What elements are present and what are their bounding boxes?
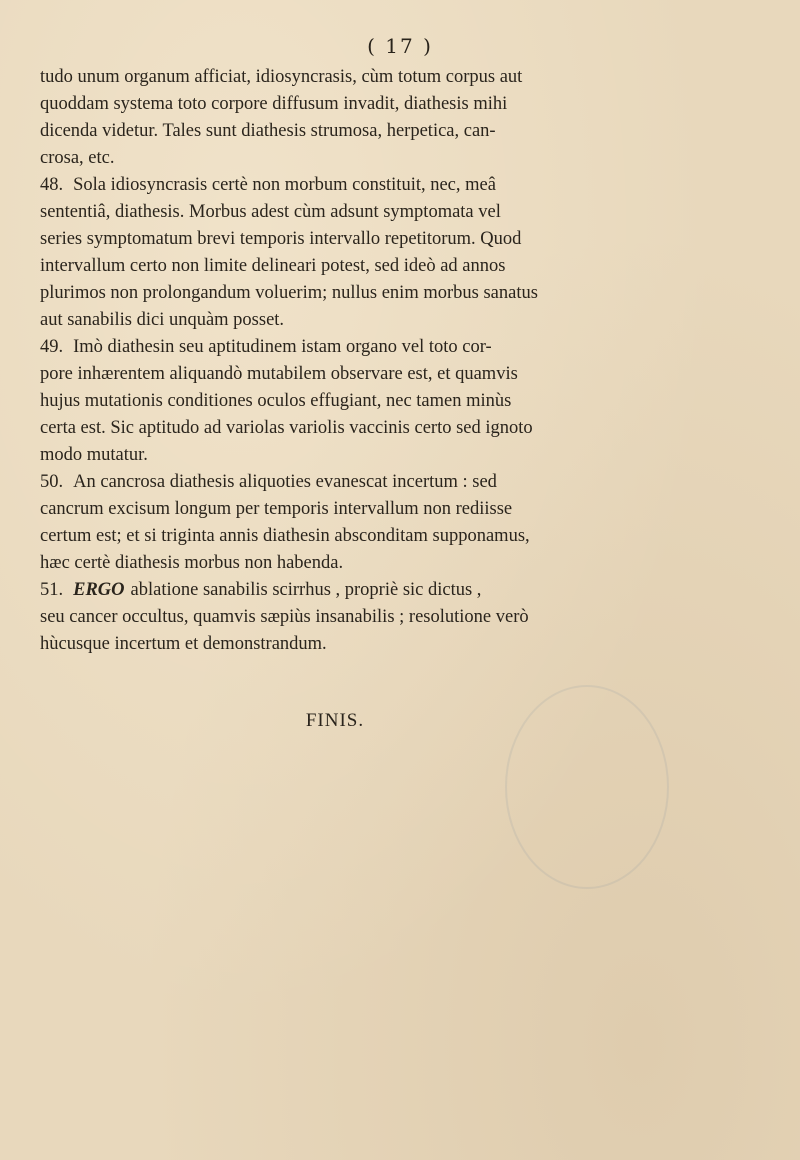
line-text: Imò diathesin seu aptitudinem istam organo vel toto cor- xyxy=(73,337,492,357)
text-line: quoddam systema toto corpore diffusum invadit, diathesis mihi xyxy=(40,94,508,114)
text-line: certum est; et si triginta annis diathesin absconditam supponamus, xyxy=(40,526,530,546)
text-line xyxy=(40,577,630,604)
line-text: ablatione sanabilis scirrhus , propriè sic dictus , xyxy=(130,580,482,600)
text-line: crosa, etc. xyxy=(40,148,115,168)
text-line: dicenda videtur. Tales sunt diathesis strumosa, herpetica, can- xyxy=(40,121,496,141)
paragraph-number: 51. xyxy=(40,580,64,600)
text-line: hæc certè diathesis morbus non habenda. xyxy=(40,553,344,573)
text-line xyxy=(40,172,630,199)
paragraph-number: 50. xyxy=(40,472,64,492)
finis-heading: FINIS. xyxy=(305,710,365,731)
text-line: series symptomatum brevi temporis intervallo repetitorum. Quod xyxy=(40,229,522,249)
paragraph-number: 48. xyxy=(40,175,64,195)
body-text xyxy=(40,64,630,658)
text-line: pore inhærentem aliquandò mutabilem observare est, et quamvis xyxy=(40,364,518,384)
text-line xyxy=(40,469,630,496)
paragraph-number: 49. xyxy=(40,337,64,357)
page-number: ( 17 ) xyxy=(367,34,433,58)
text-line: aut sanabilis dici unquàm posset. xyxy=(40,310,285,330)
text-line: intervallum certo non limite delineari potest, sed ideò ad annos xyxy=(40,256,506,276)
text-line: certa est. Sic aptitudo ad variolas variolis vaccinis certo sed ignoto xyxy=(40,418,533,438)
ergo-emphasis: ERGO xyxy=(73,580,125,600)
text-line xyxy=(40,334,630,361)
text-line: hùcusque incertum et demonstrandum. xyxy=(40,634,327,654)
text-line: seu cancer occultus, quamvis sæpiùs insanabilis ; resolutione verò xyxy=(40,607,529,627)
text-line: plurimos non prolongandum voluerim; nullus enim morbus sanatus xyxy=(40,283,538,303)
line-text: Sola idiosyncrasis certè non morbum constituit, nec, meâ xyxy=(73,175,496,195)
text-line: hujus mutationis conditiones oculos effugiant, nec tamen minùs xyxy=(40,391,512,411)
paragraph-49 xyxy=(40,334,630,469)
paragraph-51 xyxy=(40,577,630,658)
text-line: cancrum excisum longum per temporis intervallum non rediisse xyxy=(40,499,513,519)
paragraph-50 xyxy=(40,469,630,577)
text-line: tudo unum organum afficiat, idiosyncrasis, cùm totum corpus aut xyxy=(40,67,523,87)
paragraph-48 xyxy=(40,172,630,334)
text-line: sententiâ, diathesis. Morbus adest cùm adsunt symptomata vel xyxy=(40,202,501,222)
paragraph-continuation xyxy=(40,64,630,172)
text-line: modo mutatur. xyxy=(40,445,148,465)
line-text: An cancrosa diathesis aliquoties evanescat incertum : sed xyxy=(73,472,497,492)
